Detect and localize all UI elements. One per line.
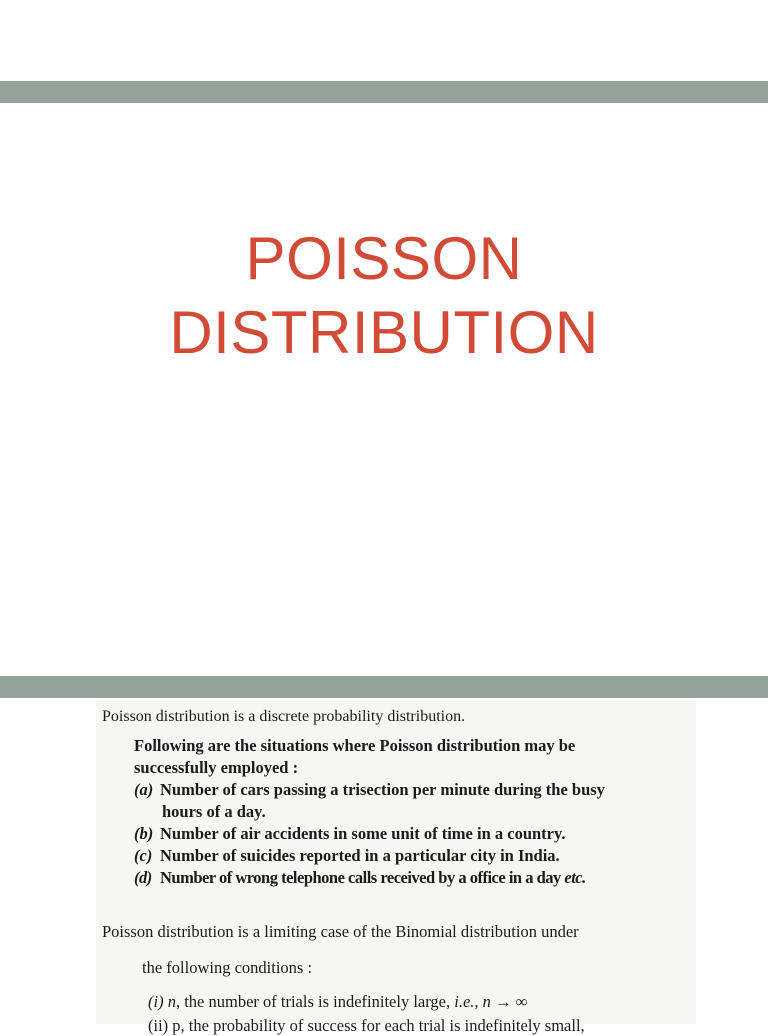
list-text-b: Number of air accidents in some unit of time in a country.: [160, 824, 566, 843]
slide-divider-band: [0, 676, 768, 698]
list-label-d: (d): [134, 868, 152, 887]
limiting-line-2: the following conditions :: [142, 958, 313, 977]
title-line-1: POISSON: [245, 225, 523, 292]
condition-ii-partial: (ii) p, the probability of success for each trial is indefinitely small,: [148, 1016, 585, 1035]
list-text-a: Number of cars passing a trisection per minute during the busy: [160, 780, 605, 799]
list-item-c: [134, 846, 560, 866]
title-line-2: DISTRIBUTION: [169, 299, 599, 366]
intro-line: Poisson distribution is a discrete probability distribution.: [102, 708, 466, 725]
list-label-b: (b): [134, 824, 154, 843]
cond-var: n: [167, 992, 176, 1011]
slide-top-band: [0, 81, 768, 103]
slide-title: [0, 222, 768, 370]
list-item-a: [134, 780, 605, 800]
cond-text: , the number of trials is indefinitely large,: [175, 992, 455, 1011]
cond-label: (i): [148, 992, 164, 1011]
situations-line-1: Following are the situations where Poisson distribution may be: [134, 736, 576, 755]
scanned-text-image: [96, 700, 696, 1035]
situations-line-2: successfully employed :: [134, 758, 299, 777]
list-label-a: (a): [134, 780, 154, 799]
cond-ie: i.e.,: [454, 992, 479, 1011]
list-label-c: (c): [134, 846, 153, 865]
condition-i: [148, 992, 527, 1012]
list-text-d: Number of wrong telephone calls received by a office in a day: [160, 868, 561, 887]
list-text-c: Number of suicides reported in a particular city in India.: [160, 846, 560, 865]
limiting-line-1: Poisson distribution is a limiting case of the Binomial distribution under: [102, 922, 579, 941]
list-item-a-cont: hours of a day.: [162, 802, 266, 821]
list-item-d: [134, 868, 586, 888]
list-suffix-d: etc.: [564, 868, 586, 887]
list-item-b: [134, 824, 565, 844]
cond-expr: n → ∞: [482, 992, 528, 1011]
